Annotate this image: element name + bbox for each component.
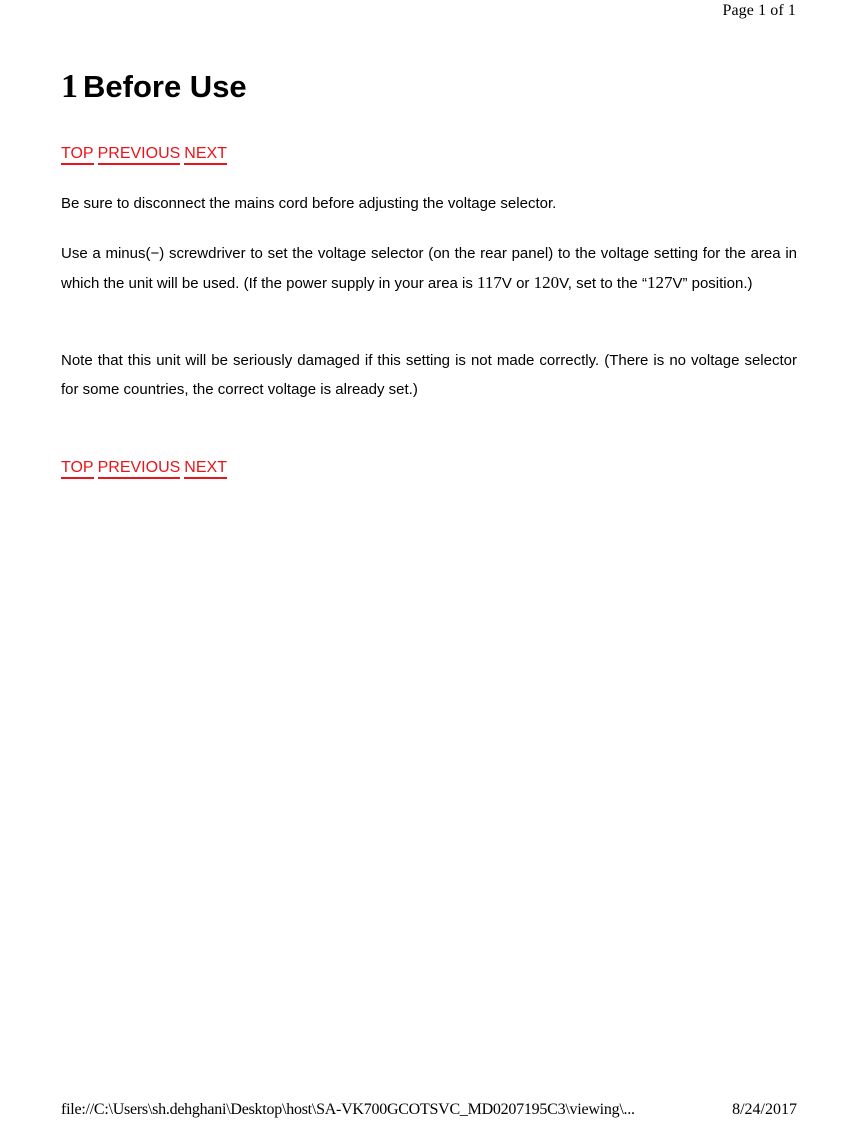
print-date: 8/24/2017	[732, 1101, 797, 1118]
bottom-navigation	[61, 459, 227, 477]
top-link[interactable]: TOP	[61, 145, 94, 165]
next-link[interactable]: NEXT	[184, 459, 227, 479]
section-title: Before Use	[83, 69, 247, 104]
voltage-selector-instruction	[61, 239, 797, 298]
page-title	[61, 70, 247, 104]
voltage-value-127: 127	[646, 273, 673, 292]
voltage-value-120: 120	[533, 273, 560, 292]
top-link[interactable]: TOP	[61, 459, 94, 479]
voltage-value-117: 117	[477, 273, 502, 292]
instruction-text: Use a minus(−) screwdriver to set the voltage selector (on the rear panel) to the voltage setting for the area in which the unit will be used. (If the power supply in your area is	[61, 245, 797, 292]
disconnect-instruction: Be sure to disconnect the mains cord before adjusting the voltage selector.	[61, 195, 557, 212]
previous-link[interactable]: PREVIOUS	[98, 145, 181, 165]
damage-warning: Note that this unit will be seriously damaged if this setting is not made correctly. (There is no voltage selector for some countries, the correct voltage is already set.)	[61, 352, 797, 398]
file-path: file://C:\Users\sh.dehghani\Desktop\host\SA-VK700GCOTSVC_MD0207195C3\viewing\...	[61, 1101, 635, 1118]
instruction-text: V” position.)	[672, 275, 753, 292]
next-link[interactable]: NEXT	[184, 145, 227, 165]
instruction-text: V or	[501, 275, 534, 292]
previous-link[interactable]: PREVIOUS	[98, 459, 181, 479]
section-number: 1	[61, 68, 78, 105]
instruction-text: V, set to the “	[559, 275, 647, 292]
top-navigation	[61, 145, 227, 163]
page-counter: Page 1 of 1	[722, 2, 796, 19]
